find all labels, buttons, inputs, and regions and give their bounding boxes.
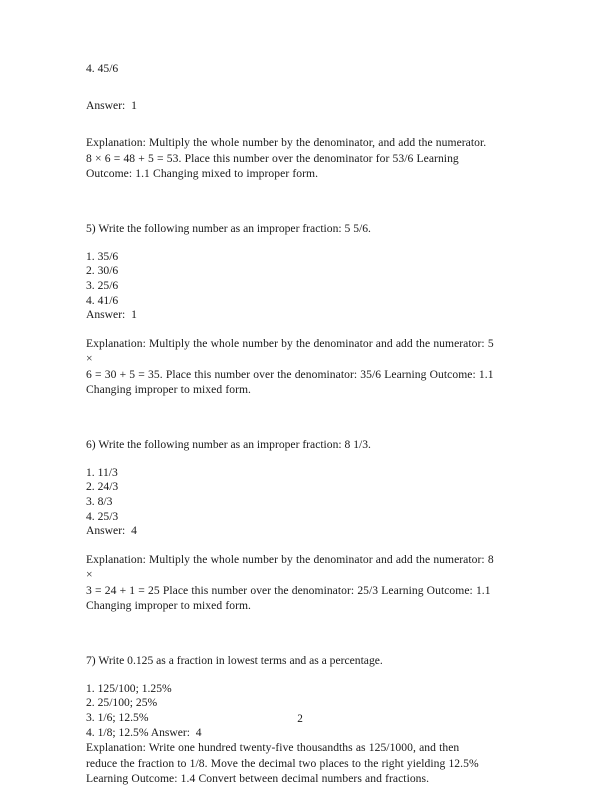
option-item[interactable]: 4. 25/3	[86, 509, 119, 523]
option-list	[86, 250, 502, 308]
answer-text: Answer: 4	[86, 524, 137, 538]
option-tail-group	[86, 62, 502, 77]
option-item: 4. 45/6	[86, 62, 119, 75]
option-list	[86, 466, 502, 524]
option-item[interactable]: 1. 11/3	[86, 465, 118, 479]
spacer	[86, 323, 502, 336]
question-stem: 5) Write the following number as an improper fraction: 5 5/6.	[86, 222, 371, 236]
answer-text: Answer: 1	[86, 98, 137, 112]
explanation-line: Explanation: Multiply the whole number by the denominator, and add the numerator.	[86, 136, 487, 150]
option-item[interactable]: 3. 1/6; 12.5%	[86, 711, 149, 724]
option-item[interactable]: 2. 25/100; 25%	[86, 696, 158, 710]
explanation-group	[86, 552, 502, 614]
explanation-line: reduce the fraction to 1/8. Move the decimal two places to the right yielding 12.5%	[86, 756, 479, 770]
option-list	[86, 682, 502, 740]
question-stem: 6) Write the following number as an improper fraction: 8 1/3.	[86, 438, 371, 452]
explanation-line: Explanation: Multiply the whole number by the denominator and add the numerator: 8 ×	[86, 552, 494, 582]
explanation-line: Explanation: Multiply the whole number by the denominator and add the numerator: 5 ×	[86, 336, 494, 366]
explanation-line: Outcome: 1.1 Changing mixed to improper form.	[86, 167, 319, 180]
question-block-5	[86, 221, 502, 397]
page-number: 2	[297, 713, 303, 725]
explanation-line: Learning Outcome: 1.4 Convert between decimal numbers and fractions.	[86, 772, 430, 785]
explanation-line: 8 × 6 = 48 + 5 = 53. Place this number over the denominator for 53/6 Learning	[86, 151, 459, 165]
explanation-line: 3 = 24 + 1 = 25 Place this number over the denominator: 25/3 Learning Outcome: 1.1	[86, 583, 491, 597]
explanation-line: Explanation: Write one hundred twenty-five thousandths as 125/1000, and then	[86, 741, 460, 755]
option-item-with-answer[interactable]: 4. 1/8; 12.5% Answer: 4	[86, 725, 202, 739]
answer-text: Answer: 1	[86, 308, 137, 322]
explanation-line: Changing improper to mixed form.	[86, 599, 252, 612]
explanation-group	[86, 740, 502, 786]
page-content	[86, 62, 502, 786]
option-item[interactable]: 4. 41/6	[86, 293, 119, 307]
explanation-group	[86, 135, 502, 181]
option-item[interactable]: 2. 24/3	[86, 480, 119, 494]
option-item[interactable]: 3. 8/3	[86, 495, 113, 508]
question-block-4-tail	[86, 62, 502, 181]
option-item[interactable]: 2. 30/6	[86, 264, 119, 278]
explanation-line: Changing improper to mixed form.	[86, 383, 252, 396]
question-stem: 7) Write 0.125 as a fraction in lowest terms and as a percentage.	[86, 654, 383, 668]
explanation-line: 6 = 30 + 5 = 35. Place this number over the denominator: 35/6 Learning Outcome: 1.1	[86, 367, 494, 381]
explanation-group	[86, 336, 502, 398]
option-item[interactable]: 3. 25/6	[86, 279, 119, 292]
spacer	[86, 539, 502, 552]
answer-group	[86, 99, 502, 114]
spacer	[86, 669, 502, 682]
option-item[interactable]: 1. 35/6	[86, 249, 119, 263]
question-block-6	[86, 437, 502, 613]
spacer	[86, 453, 502, 466]
spacer	[86, 237, 502, 250]
option-item[interactable]: 1. 125/100; 1.25%	[86, 681, 172, 695]
